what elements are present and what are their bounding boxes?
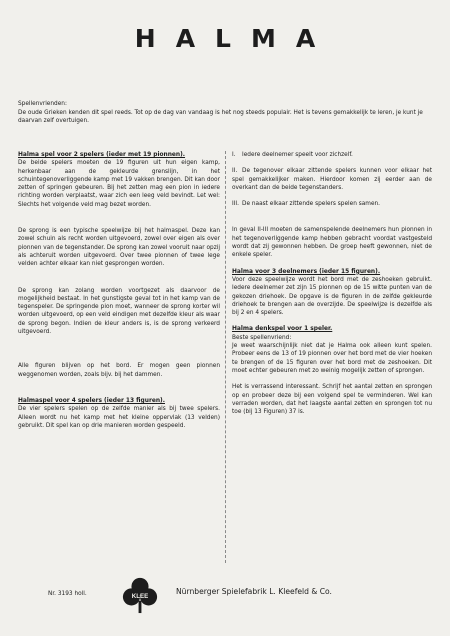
paragraph-3-players: Voor deze speelwijze wordt het bord met de zeshoeken gebruikt. Iedere deelnemer zet zijn 15 pionnen op de 15 witte punten van de gekozen driehoek. De opgave is de figuren in de zelfde gekleurde driehoek te brengen aan de overzijde. De speelwijze is dezelfde als bij 2 en 4 spelers. — [232, 276, 432, 317]
heading-1-player: Halma denkspel voor 1 speler. — [232, 326, 333, 333]
column-divider — [225, 151, 226, 563]
paragraph-team-win: In geval II-III moeten de samenspelende deelnemers hun pionnen in het tegenoverliggende kamp hebben gebracht voordat vastgesteld wordt dat zij gewonnen hebben. De groep heeft gewonnen, niet de enkele speler. — [232, 227, 432, 259]
intro-text: De oude Grieken kenden dit spel reeds. Tot op de dag van vandaag is het nog steeds populair. Het is tevens gemakkelijk te leren, je kunt je daarvan zelf overtuigen. — [18, 109, 423, 125]
klee-clover-logo-icon — [121, 576, 159, 614]
paragraph-jump: De sprong is een typische speelwijze bij het halmaspel. Deze kan zowel schuin als recht worden uitgevoerd, zowel over eigen als over pionnen van de tegenstander. De sprong kan zowel vooruit naar opzij als achteruit worden uitgevoerd. Over twee pionnen of twee lege velden achter elkaar kan niet gesprongen worden. — [18, 228, 220, 268]
paragraph-4-players: De vier spelers spelen op de zelfde manier als bij twee spelers. Alleen wordt nu het kamp met het kleine oppervlak (13 velden) gebruikt. Dit spel kan op drie manieren worden gespeeld. — [18, 406, 220, 429]
paragraph-2-players: De beide spelers moeten de 19 figuren uit hun eigen kamp, herkenbaar aan de gekleurde grenslijn, in het schuintegenoverliggende kamp met 19 vakken brengen. Dit kan door zetten of springen gebeuren. Bij het zetten mag een pion in iedere richting worden verplaatst, waar zich een leeg veld bevindt. Let wel: Slechts het volgende veld mag bezet worden. — [18, 160, 220, 208]
variant-2: II. De tegenover elkaar zittende spelers kunnen voor elkaar het spel gemakkelijker maken. Hierdoor komen zij eerder aan de overkant dan de beide tegenstanders. — [232, 168, 432, 191]
left-column — [18, 151, 220, 430]
heading-3-players: Halma voor 3 deelnemers (ieder 15 figuren). — [232, 268, 381, 275]
right-column — [232, 151, 432, 416]
company-name: Nürnberger Spielefabrik L. Kleefeld & Co. — [176, 587, 332, 596]
intro-greeting: Spellenvrienden: — [18, 101, 67, 107]
heading-4-players: Halmaspel voor 4 spelers (ieder 13 figuren). — [18, 397, 165, 404]
variant-1: I. Iedere deelnemer speelt voor zichzelf. — [232, 152, 353, 158]
page-title: HALMA — [134, 24, 336, 53]
heading-2-players: Halma spel voor 2 spelers (ieder met 19 pionnen). — [18, 152, 186, 158]
variant-3: III. De naast elkaar zittende spelers spelen samen. — [232, 201, 381, 208]
intro-section — [18, 100, 434, 126]
greeting-1-player: Beste spellenvriend: — [232, 334, 292, 341]
paragraph-record: Het is verrassend interessant. Schrijf het aantal zetten en sprongen op en probeer deze bij een volgend spel te verminderen. Wel kan verraden worden, dat het laagste aantal zetten en sprongen tot nu toe (bij 13 Figuren) 37 is. — [232, 384, 432, 416]
paragraph-figures: Alle figuren blijven op het bord. Er mogen geen pionnen weggenomen worden, zoals bijv. bij het dammen. — [18, 363, 220, 378]
paragraph-jump-continue: De sprong kan zolang worden voortgezet als daarvoor de mogelijkheid bestaat. In het gunstigste geval tot in het kamp van de tegenspeler. De springende pion moet, wanneer de sprong korter wil worden uitgevoerd, op een veld eindigen met dezelfde kleur als waar de sprong begon. Indien de kleur anders is, is de sprong verkeerd uitgevoerd. — [18, 287, 220, 336]
logo-text: KLEE — [131, 592, 149, 600]
article-number: Nr. 3193 holl. — [48, 591, 87, 597]
footer — [0, 574, 450, 618]
paragraph-1-player: Je weet waarschijnlijk niet dat je Halma ook alleen kunt spelen. Probeer eens de 13 of 19 pionnen over het bord met de vier hoeken te brengen of de 15 figuren over het bord met de zeshoeken. Dit moet echter gebeuren met zo weinig mogelijk zetten of sprongen. — [232, 343, 432, 374]
